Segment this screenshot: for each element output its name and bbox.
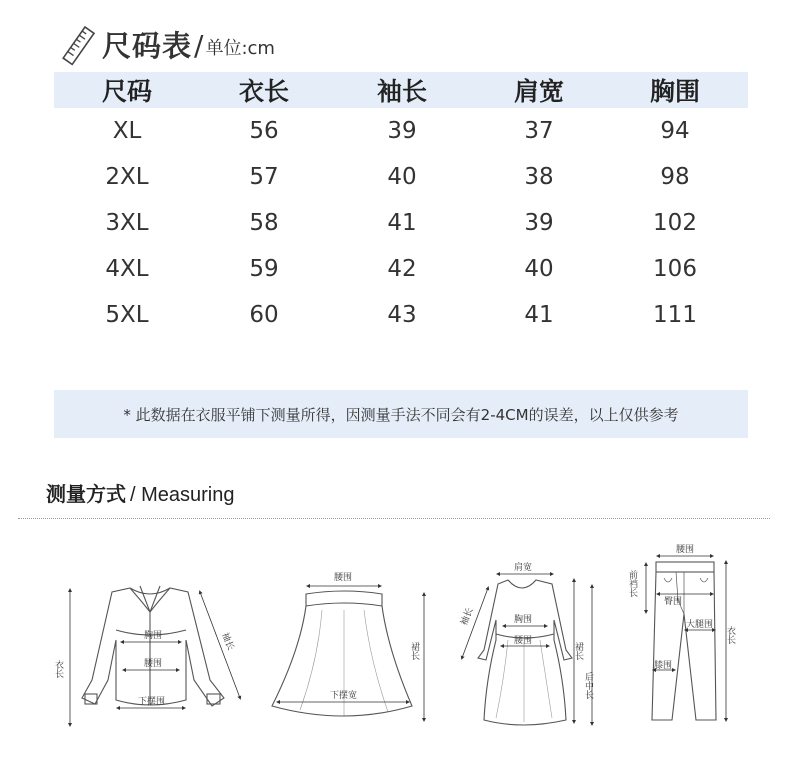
table-cell: XL — [112, 118, 142, 144]
table-cell: 5XL — [105, 302, 149, 328]
table-row — [54, 154, 748, 200]
pants-length-label: 衣长 — [725, 626, 735, 644]
table-cell: 4XL — [105, 256, 149, 282]
skirt-hem-label: 下摆宽 — [330, 691, 358, 701]
column-header-length: 衣长 — [238, 77, 289, 106]
dotted-divider — [18, 518, 770, 519]
page-title: 尺码表 — [102, 29, 193, 63]
dress-back-length-label: 后中长 — [583, 672, 593, 699]
section-title-cn: 测量方式 — [46, 482, 126, 506]
table-cell: 2XL — [105, 164, 149, 190]
table-cell: 3XL — [105, 210, 149, 236]
column-header-shoulder: 肩宽 — [513, 77, 564, 106]
pants-diagram — [652, 562, 716, 720]
table-cell: 42 — [387, 256, 417, 282]
table-cell: 56 — [249, 118, 279, 144]
table-cell: 41 — [524, 302, 554, 328]
pants-thigh-label: 大腿围 — [686, 620, 714, 630]
table-cell: 40 — [524, 256, 554, 282]
title-separator: / — [194, 29, 204, 62]
section-title-en: / Measuring — [130, 484, 235, 506]
dress-diagram — [478, 580, 572, 725]
shirt-diagram — [82, 586, 224, 706]
shirt-waist-label: 腰围 — [144, 659, 163, 669]
shirt-length-label: 衣长 — [53, 660, 63, 678]
column-header-sleeve: 袖长 — [376, 77, 427, 106]
measurement-note: * 此数据在衣服平铺下测量所得，因测量手法不同会有2-4CM的误差，以上仅供参考 — [54, 390, 748, 438]
size-table — [54, 72, 748, 338]
shirt-sleeve-label: 袖长 — [219, 631, 236, 652]
table-row — [54, 246, 748, 292]
table-cell: 57 — [249, 164, 279, 190]
dress-length-label: 裙长 — [573, 642, 583, 660]
dress-waist-label: 腰围 — [514, 636, 533, 646]
table-cell: 59 — [249, 256, 279, 282]
unit-label: 单位:cm — [205, 38, 275, 59]
table-cell: 102 — [653, 210, 697, 236]
column-header-chest: 胸围 — [649, 77, 700, 106]
pants-knee-label: 膝围 — [654, 661, 673, 671]
table-cell: 41 — [387, 210, 417, 236]
table-cell: 39 — [524, 210, 554, 236]
table-cell: 38 — [524, 164, 554, 190]
table-header — [54, 72, 748, 108]
dress-chest-label: 胸围 — [514, 615, 533, 625]
skirt-waist-label: 腰围 — [334, 573, 353, 583]
table-cell: 58 — [249, 210, 279, 236]
shirt-chest-label: 胸围 — [144, 631, 163, 641]
table-cell: 43 — [387, 302, 417, 328]
pants-front-rise-label: 前裆长 — [627, 570, 637, 597]
column-header-size: 尺码 — [101, 77, 152, 106]
section-title — [46, 478, 235, 507]
table-cell: 40 — [387, 164, 417, 190]
table-cell: 94 — [660, 118, 690, 144]
dress-shoulder-label: 肩宽 — [514, 563, 533, 573]
table-row — [54, 200, 748, 246]
table-row — [54, 292, 748, 338]
shirt-hem-label: 下摆围 — [138, 697, 166, 707]
table-cell: 106 — [653, 256, 697, 282]
skirt-length-label: 裙长 — [409, 642, 419, 660]
table-row — [54, 108, 748, 154]
page-header — [62, 22, 275, 66]
table-cell: 39 — [387, 118, 417, 144]
ruler-icon — [62, 26, 96, 66]
table-cell: 98 — [660, 164, 690, 190]
pants-waist-label: 腰围 — [676, 545, 695, 555]
table-cell: 60 — [249, 302, 279, 328]
measurement-diagrams — [0, 530, 790, 770]
dress-sleeve-label: 袖长 — [459, 606, 476, 628]
pants-hip-label: 臀围 — [664, 597, 683, 607]
table-cell: 111 — [653, 302, 697, 328]
table-cell: 37 — [524, 118, 554, 144]
